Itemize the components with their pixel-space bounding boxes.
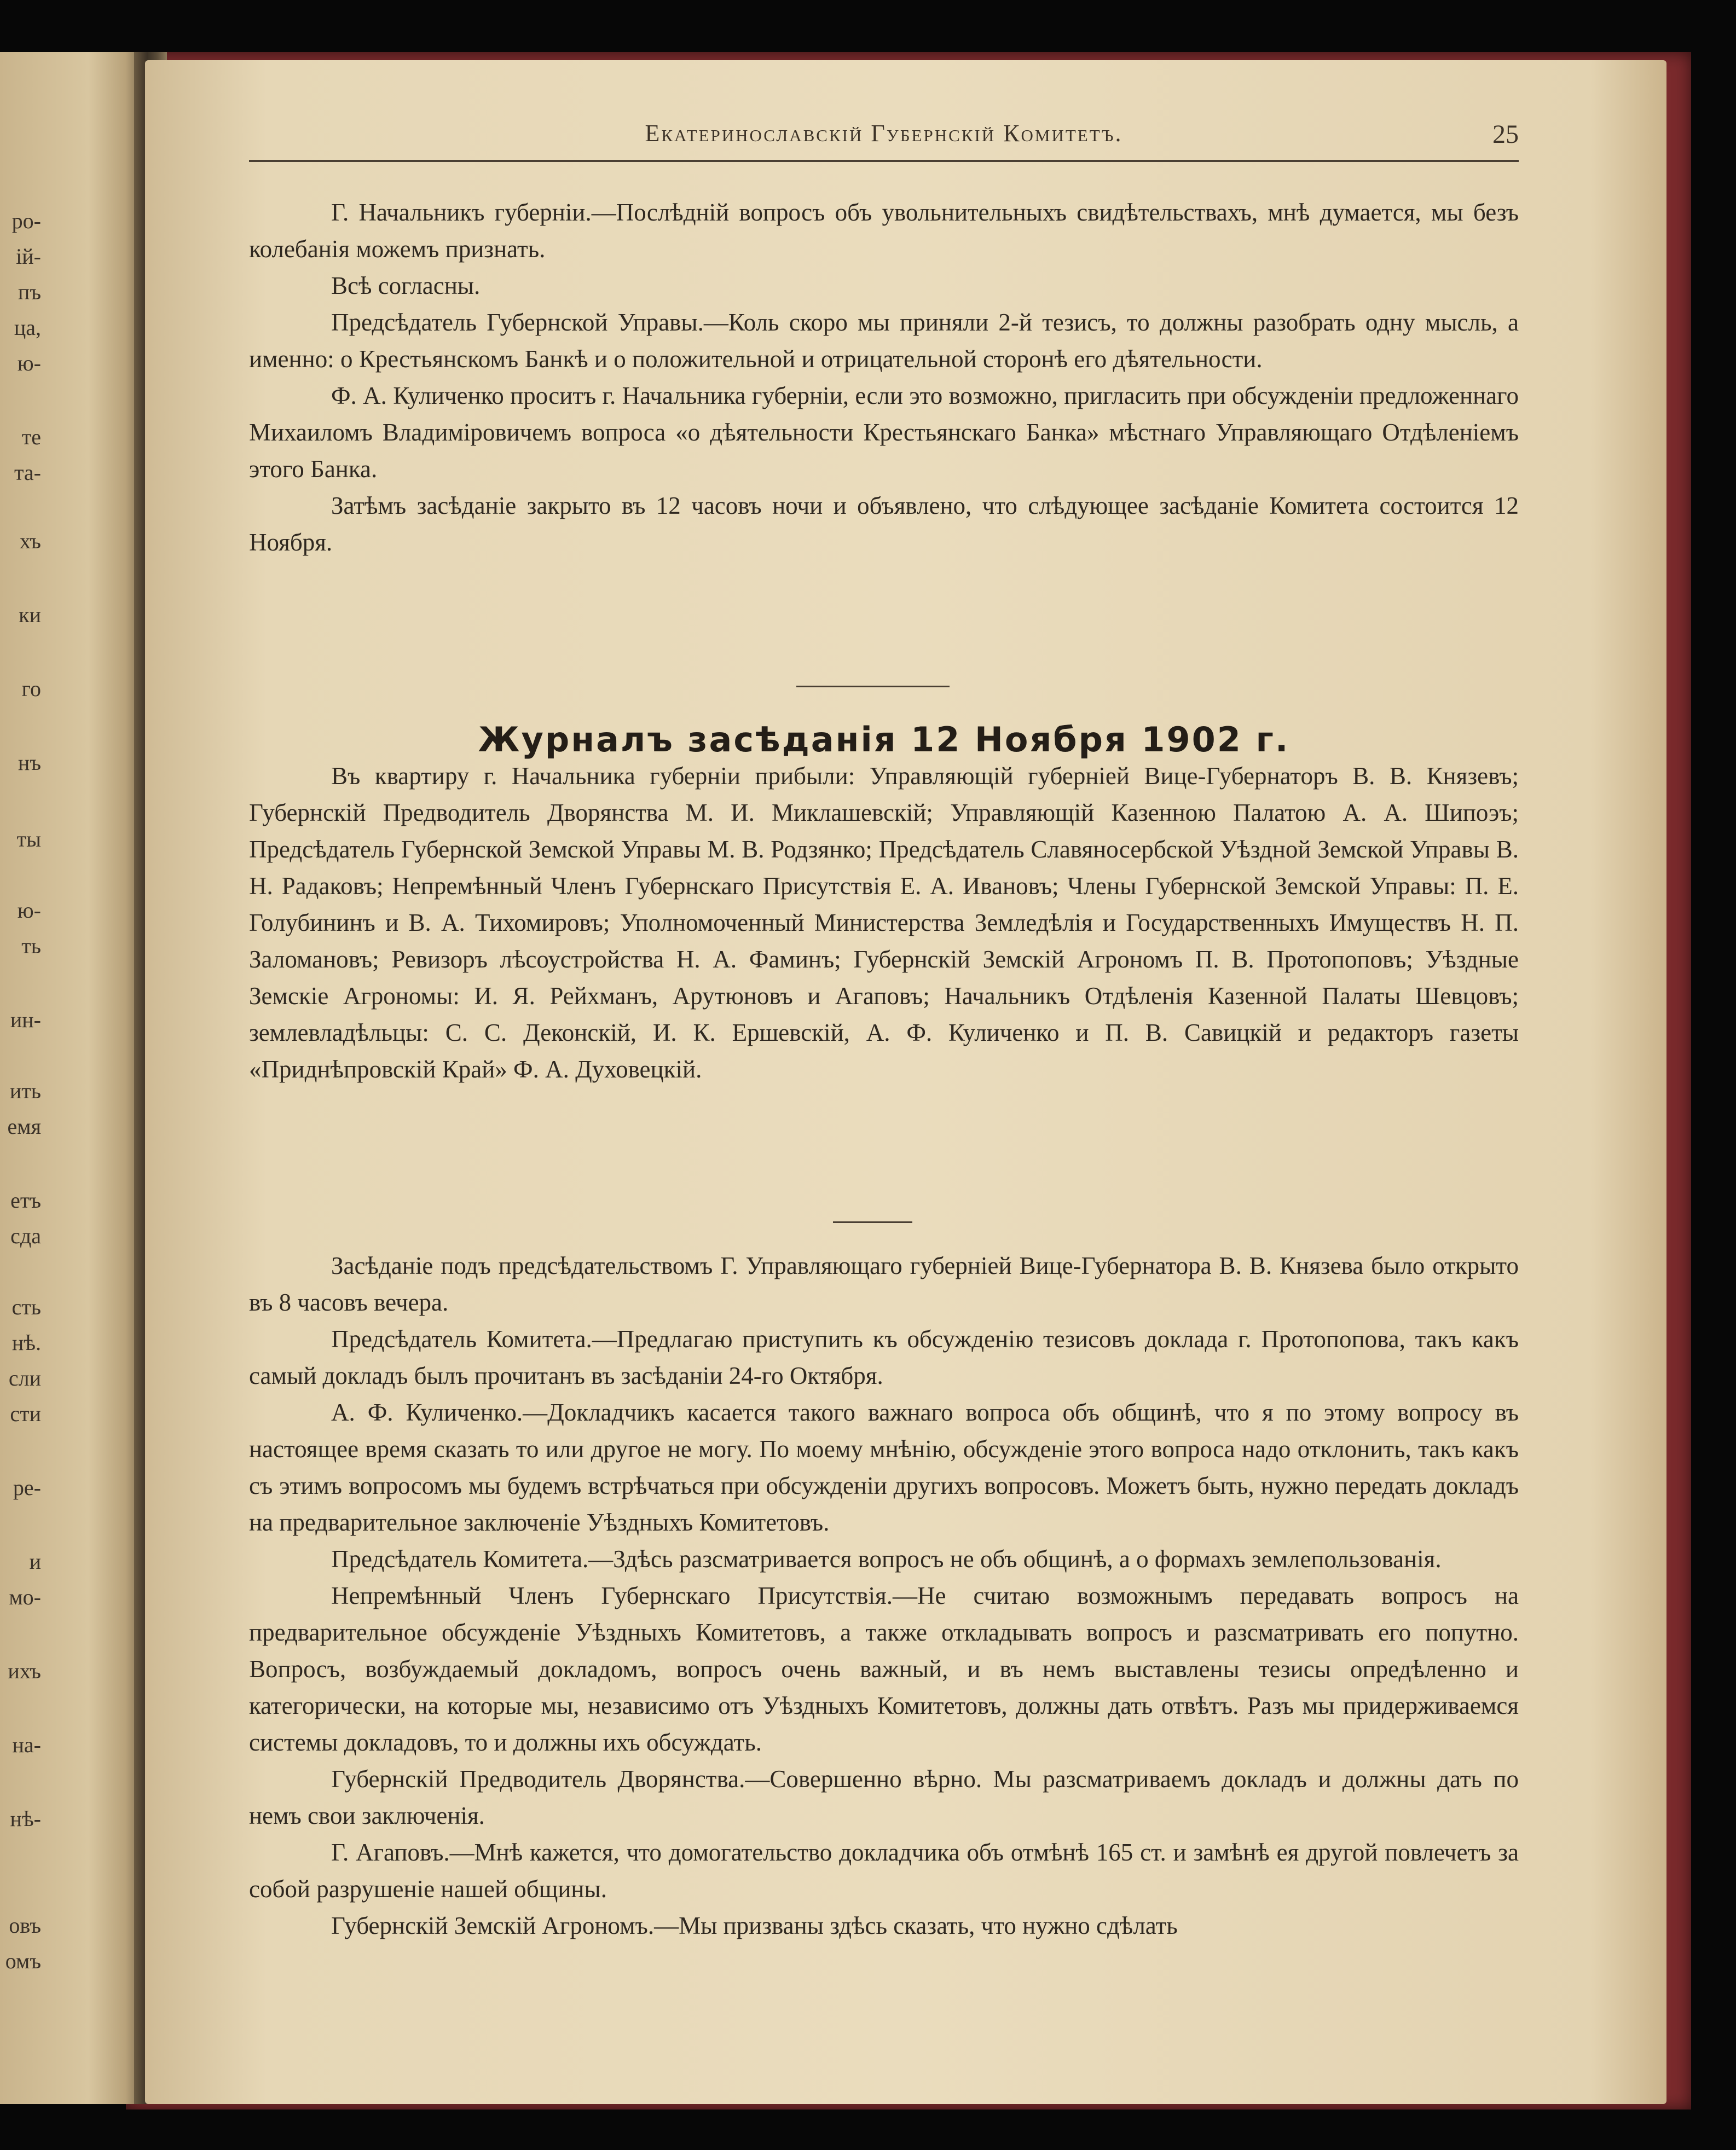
text-block-attendees xyxy=(249,758,1519,1088)
left-fragment: ть xyxy=(21,934,41,958)
left-page xyxy=(0,52,148,2104)
text-block-discussion xyxy=(249,1248,1519,1944)
paragraph: Всѣ согласны. xyxy=(331,272,481,299)
left-fragment: сли xyxy=(8,1366,41,1390)
left-fragment: нѣ- xyxy=(10,1806,41,1831)
header-rule xyxy=(249,160,1519,162)
left-fragment: ю- xyxy=(17,351,41,375)
paragraph: Г. Начальникъ губерніи.—Послѣдній вопросъ объ увольнительныхъ свидѣтельствахъ, мнѣ думается, мы безъ колебанія можемъ признать. xyxy=(249,199,1519,263)
left-fragment: ю- xyxy=(17,898,41,923)
paragraph: Непремѣнный Членъ Губернскаго Присутствія.—Не считаю возможнымъ передавать вопросъ на предварительное обсужденіе Уѣздныхъ Комитетовъ, а также откладывать вопросъ и разсматривать его попутно. Вопросъ, возбуждаемый докладомъ, вопросъ очень важный, и въ немъ выставлены тезисы опредѣленно и категорически, на которые мы, независимо отъ Уѣздныхъ Комитетовъ, должны дать отвѣтъ. Разъ мы придерживаемся системы докладовъ, то и должны ихъ обсуждать. xyxy=(249,1582,1519,1756)
paragraph: Ф. А. Куличенко проситъ г. Начальника губерніи, если это возможно, пригласить при обсужденіи предложеннаго Михаиломъ Владиміровичемъ вопроса «о дѣятельности Крестьянскаго Банка» мѣстнаго Управляющаго Отдѣленіемъ этого Банка. xyxy=(249,382,1519,483)
left-fragment: емя xyxy=(7,1114,41,1139)
running-title: Екатеринославскій Губернскій Комитетъ. xyxy=(645,120,1123,147)
section-heading: Журналъ засѣданія 12 Ноября 1902 г. xyxy=(478,720,1290,760)
paragraph: Предсѣдатель Губернской Управы.—Коль скоро мы приняли 2-й тезисъ, то должны разобрать одну мысль, а именно: о Крестьянскомъ Банкѣ и о положительной и отрицательной сторонѣ его дѣятельности. xyxy=(249,309,1519,373)
left-fragment: омъ xyxy=(5,1949,41,1973)
left-fragment: на- xyxy=(12,1732,41,1757)
paragraph: Г. Агаповъ.—Мнѣ кажется, что домогательство докладчика объ отмѣнѣ 165 ст. и замѣнѣ ея другой повлечетъ за собой разрушеніе нашей общины. xyxy=(249,1839,1519,1903)
left-fragment: хъ xyxy=(19,529,41,553)
left-page-text-fragments xyxy=(0,52,44,2104)
running-head xyxy=(249,119,1519,158)
left-fragment: та- xyxy=(14,460,41,485)
paragraph: Въ квартиру г. Начальника губерніи прибыли: Управляющій губерніей Вице-Губернаторъ В. В. Князевъ; Губернскій Предводитель Дворянства М. И. Миклашевскій; Управляющій Казенною Палатою А. А. Шипоэъ; Предсѣдатель Губернской Земской Управы М. В. Родзянко; Предсѣдатель Славяносербской Уѣздной Земской Управы В. Н. Радаковъ; Непремѣнный Членъ Губернскаго Присутствія Е. А. Ивановъ; Члены Губернской Земской Управы: П. Е. Голубининъ и В. А. Тихомировъ; Уполномоченный Министерства Земледѣлія и Государственныхъ Имуществъ Н. П. Заломановъ; Ревизоръ лѣсоустройства Н. А. Фаминъ; Губернскій Земскій Агрономъ П. В. Протопоповъ; Уѣздные Земскіе Агрономы: И. Я. Рейхманъ, Арутюновъ и Агаповъ; Начальникъ Отдѣленія Казенной Палаты Шевцовъ; землевладѣльцы: С. С. Деконскій, И. К. Ершевскій, А. Ф. Куличенко и П. В. Савицкій и редакторъ газеты «Приднѣпровскій Край» Ф. А. Духовецкій. xyxy=(249,762,1519,1083)
section-divider xyxy=(796,686,950,687)
left-fragment: сда xyxy=(10,1224,41,1248)
left-fragment: сти xyxy=(10,1401,41,1426)
paragraph: Предсѣдатель Комитета.—Здѣсь разсматривается вопросъ не объ общинѣ, а о формахъ землепользованія. xyxy=(331,1545,1442,1573)
left-fragment: нъ xyxy=(18,750,41,775)
left-fragment: ца, xyxy=(14,315,41,340)
paragraph: Затѣмъ засѣданіе закрыто въ 12 часовъ ночи и объявлено, что слѣдующее засѣданіе Комитета состоится 12 Ноября. xyxy=(249,492,1519,556)
text-block-previous-session xyxy=(249,194,1519,561)
left-fragment: и xyxy=(29,1549,41,1574)
paragraph: А. Ф. Куличенко.—Докладчикъ касается такого важнаго вопроса объ общинѣ, что я по этому вопросу въ настоящее время сказать то или другое не могу. По моему мнѣнію, обсужденіе этого вопроса надо отклонить, такъ какъ съ этимъ вопросомъ мы будемъ встрѣчаться при обсужденіи другихъ вопросовъ. Можетъ быть, нужно передать докладъ на предварительное заключеніе Уѣздныхъ Комитетовъ. xyxy=(249,1399,1519,1536)
left-fragment: нѣ. xyxy=(11,1330,41,1355)
right-page xyxy=(145,60,1666,2104)
paragraph: Губернскій Предводитель Дворянства.—Совершенно вѣрно. Мы разсматриваемъ докладъ и должны дать по немъ свои заключенія. xyxy=(249,1765,1519,1829)
left-fragment: мо- xyxy=(9,1585,41,1609)
left-fragment: сть xyxy=(11,1295,41,1319)
left-fragment: ре- xyxy=(13,1475,41,1500)
left-fragment: етъ xyxy=(10,1188,41,1213)
left-fragment: ин- xyxy=(10,1007,41,1032)
paragraph: Губернскій Земскій Агрономъ.—Мы призваны здѣсь сказать, что нужно сдѣлать xyxy=(331,1912,1178,1939)
paragraph: Засѣданіе подъ предсѣдательствомъ Г. Управляющаго губерніей Вице-Губернатора В. В. Князева было открыто въ 8 часовъ вечера. xyxy=(249,1252,1519,1316)
left-fragment: го xyxy=(21,676,41,701)
left-fragment: пъ xyxy=(18,280,41,304)
left-fragment: овъ xyxy=(9,1913,41,1938)
left-fragment: ки xyxy=(19,602,41,627)
left-fragment: ихъ xyxy=(8,1659,41,1683)
left-fragment: ій- xyxy=(16,244,41,269)
paragraph: Предсѣдатель Комитета.—Предлагаю приступить къ обсужденію тезисовъ доклада г. Протопопова, такъ какъ самый докладъ былъ прочитанъ въ засѣданіи 24-го Октября. xyxy=(249,1325,1519,1389)
left-fragment: те xyxy=(21,425,41,449)
page-number: 25 xyxy=(1492,120,1519,149)
left-fragment: ро- xyxy=(11,208,41,233)
left-fragment: ить xyxy=(9,1079,41,1103)
section-divider xyxy=(833,1221,912,1223)
left-fragment: ты xyxy=(16,827,41,851)
